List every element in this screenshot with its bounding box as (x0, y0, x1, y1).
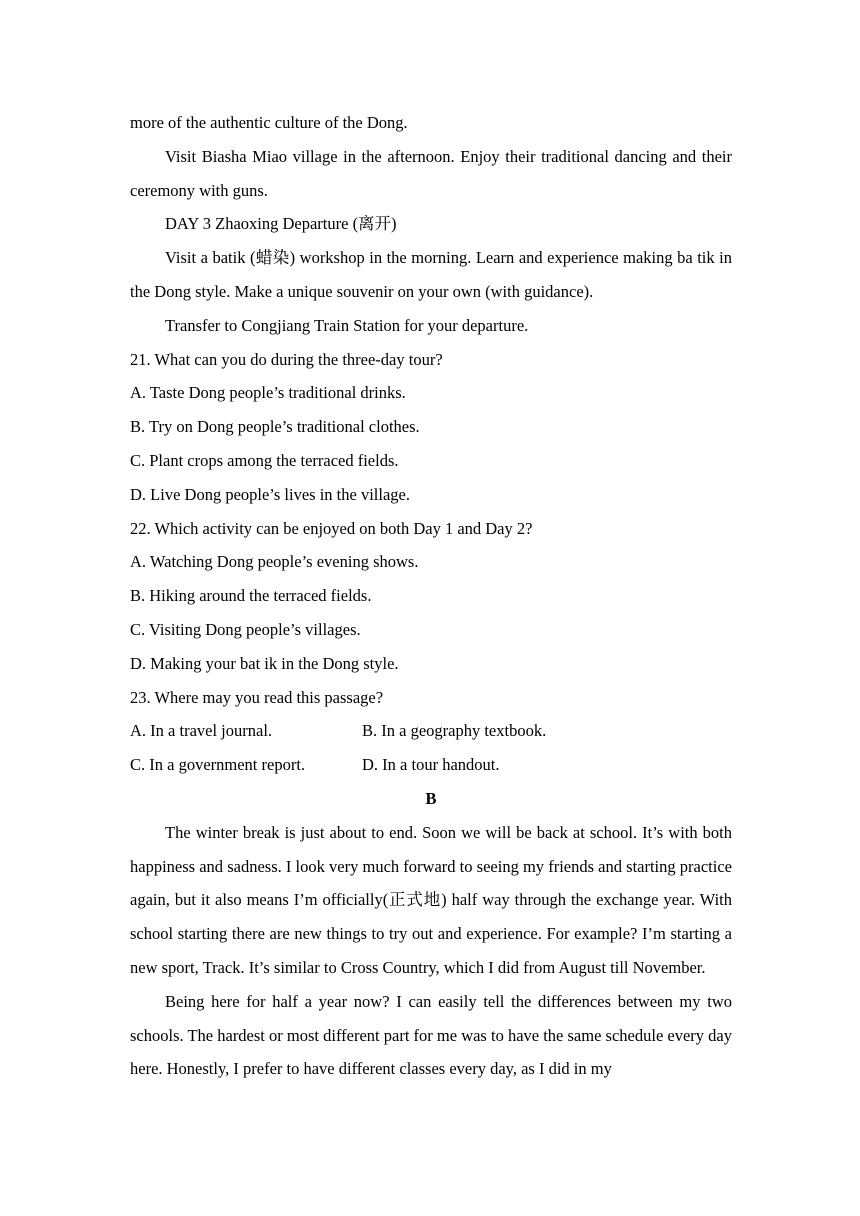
passage-a-paragraph-1: more of the authentic culture of the Dong. (130, 113, 408, 132)
question-23: 23. Where may you read this passage? (130, 687, 384, 707)
question-22-option-c: C. Visiting Dong people’s villages. (130, 619, 361, 639)
question-22-option-a: A. Watching Dong people’s evening shows. (130, 552, 419, 572)
question-21-option-a: A. Taste Dong people’s traditional drinks. (130, 383, 406, 403)
question-22-option-d: D. Making your bat ik in the Dong style. (130, 653, 399, 673)
passage-a-paragraph-5: Transfer to Congjiang Train Station for your departure. (165, 315, 529, 335)
passage-a-paragraph-2: Visit Biasha Miao village in the afternoon. Enjoy their traditional dancing and their ceremony with guns. (130, 146, 732, 200)
passage-a-paragraph-4: Visit a batik (蜡染) workshop in the morning. Learn and experience making ba tik in the Dong style. Make a unique souvenir on your own (with guidance). (130, 248, 732, 301)
passage-b-paragraph-2: Being here for half a year now? I can easily tell the differences between my two schools. The hardest or most different part for me was to have the same schedule every day here. Honestly, I prefer to have different classes every day, as I did in my (130, 991, 732, 1079)
question-21-option-b: B. Try on Dong people’s traditional clothes. (130, 417, 420, 437)
question-21-option-d: D. Live Dong people’s lives in the village. (130, 484, 410, 504)
question-22: 22. Which activity can be enjoyed on both Day 1 and Day 2? (130, 518, 533, 538)
question-23-options-row-2 (130, 748, 732, 782)
section-b-title: B (425, 788, 437, 808)
document-page (130, 106, 732, 1086)
question-23-option-b: B. In a geography textbook. (362, 721, 547, 741)
question-23-option-c: C. In a government report. (130, 755, 306, 775)
day3-heading: DAY 3 Zhaoxing Departure (离开) (165, 214, 397, 234)
question-23-option-a: A. In a travel journal. (130, 721, 273, 741)
question-22-option-b: B. Hiking around the terraced fields. (130, 586, 372, 606)
question-23-options-row-1 (130, 714, 732, 748)
question-21-option-c: C. Plant crops among the terraced fields. (130, 450, 399, 470)
question-21: 21. What can you do during the three-day tour? (130, 349, 443, 369)
passage-b-paragraph-1: The winter break is just about to end. Soon we will be back at school. It’s with both happiness and sadness. I look very much forward to seeing my friends and starting practice again, but it also means I’m officially(正式地) half way through the exchange year. With school starting there are new things to try out and experience. For example? I’m starting a new sport, Track. It’s similar to Cross Country, which I did from August till November. (130, 822, 732, 977)
question-23-option-d: D. In a tour handout. (362, 755, 500, 775)
